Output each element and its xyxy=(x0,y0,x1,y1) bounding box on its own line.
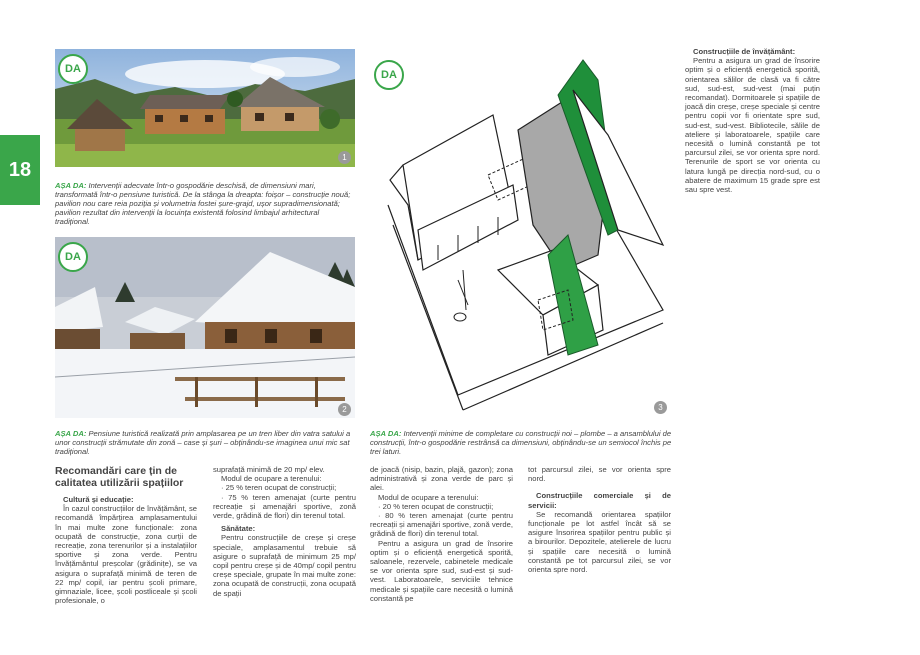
section-heading: Recomandări care țin de calitatea utilizării spațiilor xyxy=(55,465,184,489)
caption-photo2 xyxy=(55,429,355,456)
text-column-1 xyxy=(55,465,197,605)
culture-education-heading: Cultură și educație: xyxy=(63,495,134,504)
col2-paragraph-2: Modul de ocupare a terenului: xyxy=(221,474,322,484)
col2-paragraph-3: · 25 % teren ocupat de construcții; xyxy=(221,483,337,493)
col4-paragraph-1: tot parcursul zilei, se vor orienta spre nord. xyxy=(528,465,671,484)
education-constructions-heading: Construcțiile de învățământ: xyxy=(693,47,796,56)
caption-photo1 xyxy=(55,181,355,226)
col3-paragraph-3: · 20 % teren ocupat de construcții; xyxy=(378,501,494,511)
caption3-text: Intervenții minime de completare cu construcții noi – plombe – a ansamblului de construcții, într-o gospodărie restrânsă ca dimensiuni, obținându-se un semiocol închis pe trei laturi. xyxy=(370,429,672,456)
caption-drawing xyxy=(370,429,672,456)
photo-summer-illustration xyxy=(55,49,355,167)
isometric-sketch xyxy=(368,55,668,415)
badge-da-photo2: DA xyxy=(58,242,88,272)
photo-winter-illustration xyxy=(55,237,355,418)
drawing-number: 3 xyxy=(654,401,667,414)
col2-paragraph-4: · 75 % teren amenajat (curte pentru recreație și amenajări sportive, zonă verde, grădină de flori) din terenul total. xyxy=(213,492,356,521)
col3-paragraph-1: de joacă (nisip, bazin, plajă, gazon); zona administrativă și zona verde de parc și alei. xyxy=(370,465,513,493)
page-number-tab xyxy=(0,135,40,205)
text-column-3 xyxy=(370,465,513,603)
caption1-text: Intervenții adecvate într-o gospodărie deschisă, de dimensiuni mari, transformată într-o pensiune turistică. De la stânga la dreapta: foișor – construcție nouă; pavilion nou care reia poziția și volumetria fostei șure-grajd, ușor supradimensionată; pavilion rezultat din intervenții la locuința existentă folosind limbajul arhitectural tradițional. xyxy=(55,181,351,226)
photo-winter-village xyxy=(55,237,355,418)
badge-da-photo1: DA xyxy=(58,54,88,84)
isometric-drawing xyxy=(368,55,668,415)
education-constructions-text: Pentru a asigura un grad de însorire optim și o eficiență energetică sporită, orientarea sălilor de clasă va fi către sud, sud-est, sud-vest (mai puțin recomandat). Dormitoarele și spațiile de joacă din creșe, creșe speciale și centre pentru copii vor fi orientate spre sud, sud-est, sud-vest. Bibliotecile, sălile de ateliere și laboratoarele, spațiile care necesită o lumină constantă pe tot parcursul zilei, se vor orienta spre nord. Terenurile de sport se vor orienta cu latura lungă pe direcția nord-sud, cu o abatere de maximum 15 grade spre est sau spre vest. xyxy=(685,56,820,195)
caption2-text: Pensiune turistică realizată prin amplasarea pe un tren liber din vatra satului a unor construcții strămutate din zonă – case și șuri – obținându-se imaginea unui mic sat tradițional. xyxy=(55,429,351,456)
text-education-constructions xyxy=(685,47,820,194)
text-column-4 xyxy=(528,465,671,574)
col3-paragraph-4: · 80 % teren amenajat (curte pentru recreații și amenajări sportive, zonă verde, grădină de flori) din terenul total. xyxy=(370,511,513,539)
health-heading: Sănătate: xyxy=(221,524,256,534)
col2-paragraph-5: Pentru construcțiile de creșe și creșe speciale, amplasamentul trebuie să asigure o suprafață de minimum 25 mp/ copil pentru creșe și de 40mp/ copil pentru creșe speciale, grupate în mai multe zone: zona ocupată de construcții, zona ocupată de spații xyxy=(213,533,356,598)
badge-da-drawing: DA xyxy=(374,60,404,90)
col3-paragraph-2: Modul de ocupare a terenului: xyxy=(378,492,479,502)
caption2-lead: AȘA DA: xyxy=(55,429,87,438)
col3-paragraph-5: Pentru a asigura un grad de însorire optim și o eficiență energetică sporită, saloanele, rezervele, cabinetele medicale se vor orienta spre sud, sud-est și sud-vest. Laboratoarele, serviciile tehnice medicale și spațiile care necesită o lumină constantă pe xyxy=(370,538,513,603)
page-number: 18 xyxy=(8,158,32,181)
photo-summer-farmstead xyxy=(55,49,355,167)
caption1-lead: AȘA DA: xyxy=(55,181,87,190)
col2-paragraph-1: suprafață minimă de 20 mp/ elev. xyxy=(213,465,325,474)
text-column-2 xyxy=(213,465,356,598)
photo1-number: 1 xyxy=(338,151,351,164)
col4-paragraph-2: Se recomandă orientarea spațiilor funcționale pe lot astfel încât să se asigure însorirea spațiilor pentru public și a birourilor. Depozitele, atelierele de lucru și spațiile care necesită o lumină constantă pe tot parcursul zilei, se vor orienta spre nord. xyxy=(528,509,671,575)
caption3-lead: AȘA DA: xyxy=(370,429,402,438)
photo2-number: 2 xyxy=(338,403,351,416)
commercial-heading: Construcțiile comerciale și de servicii: xyxy=(528,491,671,510)
col1-paragraph-1: În cazul construcțiilor de învățământ, se recomandă împărțirea amplasamentului în mai multe zone funcționale: zona ocupată de construcție, zona curții de recreație, zona terenurilor și a instalațiilor sportive și zona verde. Pentru învățământul preșcolar (grădinițe), se va asigura o suprafață minimă de teren de 22 mp/ copil, iar pentru școli primare, gimnaziale, licee, școli postliceale și școli profesionale, o xyxy=(55,504,197,606)
